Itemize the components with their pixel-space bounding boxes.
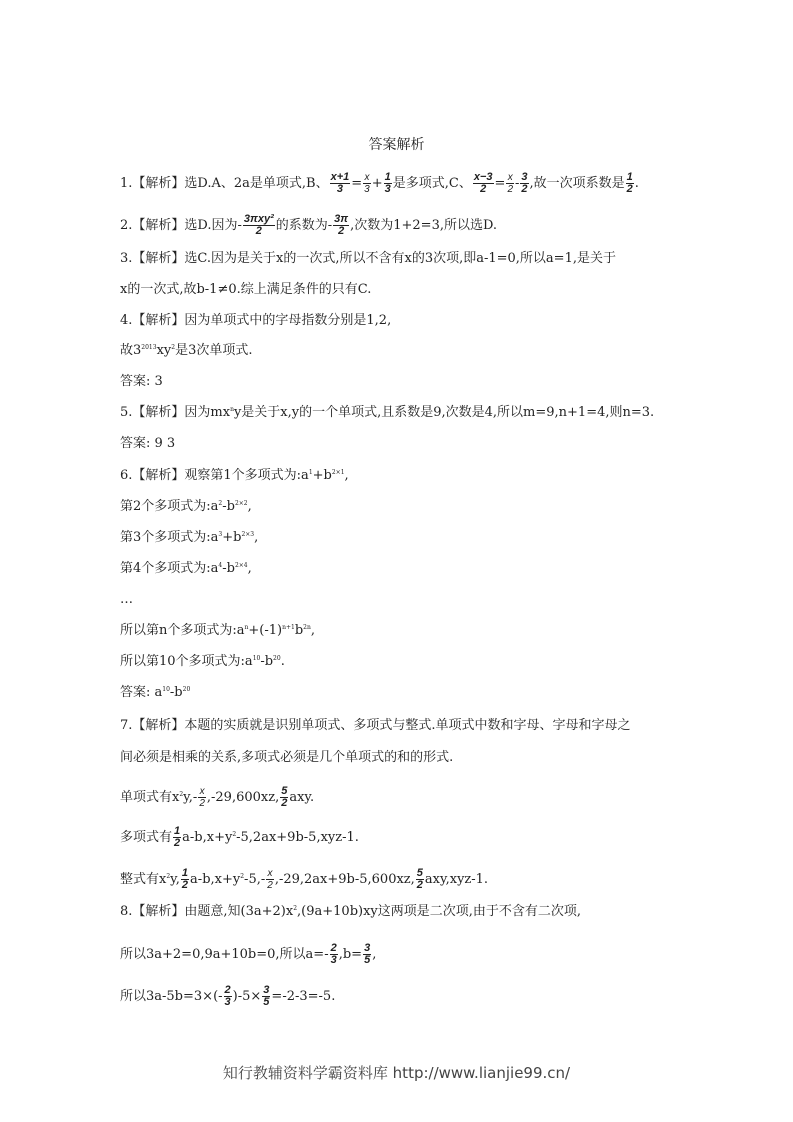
fraction: $\frac{1}{2}$ bbox=[181, 867, 189, 891]
q7-integral-expressions: 整式有$x^2y$, $\frac{1}{2}$ $a-b,x+y^2-5,-$ $\frac{x}{2}$ ,-29,2ax+9b-5,600xz, $\frac{5}{2}$ axy,xyz-1. bbox=[120, 867, 489, 891]
q8-line-3: 所以3a-5b=3×(- $\frac{2}{3}$ )-5× $\frac{3}{5}$ =-2-3=-5. bbox=[120, 984, 336, 1008]
q7-polynomials: 多项式有 $\frac{1}{2}$ $a-b,x+y^2-5,2ax+9b-5,xyz-1$. bbox=[120, 825, 359, 849]
fraction: $\frac{3}{5}$ bbox=[263, 984, 270, 1008]
q5-line: 5.【解析】因为$mx^ny$是关于x,y的一个单项式,且系数是9,次数是4,所以m=9,n+1=4,则n=3. bbox=[120, 405, 655, 420]
fraction: $\frac{1}{3}$ bbox=[384, 171, 391, 195]
q6-line-3: 第3个多项式为$:a^3+b^{2\times 3}$, bbox=[120, 530, 259, 545]
q5-answer: 答案: 9 3 bbox=[120, 436, 176, 451]
q3-line-1: 3.【解析】选C.因为是关于x的一次式,所以不含有x的3次项,即a-1=0,所以a=1,是关于 bbox=[120, 251, 616, 266]
fraction: $\frac{2}{3}$ bbox=[224, 984, 231, 1008]
fraction: $\frac{x}{3}$ bbox=[364, 172, 370, 195]
fraction: $\frac{1}{2}$ bbox=[174, 825, 181, 849]
q6-answer: 答案: $a^{10}-b^{20}$ bbox=[120, 685, 191, 700]
fraction: $\frac{x}{2}$ bbox=[267, 868, 273, 891]
q6-ellipsis: … bbox=[120, 592, 133, 607]
fraction: $\frac{3}{5}$ bbox=[364, 942, 371, 966]
q7-line-1: 7.【解析】本题的实质就是识别单项式、多项式与整式.单项式中数和字母、字母和字母之 bbox=[120, 718, 631, 733]
fraction: $\frac{x+1}{3}$ bbox=[330, 171, 350, 195]
q7-line-2: 间必须是相乘的关系,多项式必须是几个单项式的和的形式. bbox=[120, 750, 454, 765]
q4-line-1: 4.【解析】因为单项式中的字母指数分别是1,2, bbox=[120, 313, 392, 328]
fraction: $\frac{\text{3πxy²}}{2}$ bbox=[243, 213, 274, 237]
q8-line-1: 8.【解析】由题意,知$(3a+2)x^2,(9a+10b)xy$这两项是二次项,由于不含有二次项, bbox=[120, 904, 582, 919]
fraction: $\frac{5}{2}$ bbox=[281, 785, 288, 809]
fraction: $\frac{3}{2}$ bbox=[521, 171, 528, 195]
q3-line-2: x的一次式,故b-1≠0.综上满足条件的只有C. bbox=[120, 282, 372, 297]
q6-line-5: 所以第n个多项式为$:a^n+(-1)^{n+1}b^{2n}$, bbox=[120, 623, 315, 638]
q6-line-4: 第4个多项式为$:a^4-b^{2\times 4}$, bbox=[120, 561, 252, 576]
fraction: $\frac{x}{2}$ bbox=[507, 172, 513, 195]
q4-answer: 答案: 3 bbox=[120, 374, 163, 389]
q6-line-6: 所以第10个多项式为$:a^{10}-b^{20}$. bbox=[120, 654, 285, 669]
fraction: $\frac{5}{2}$ bbox=[416, 867, 423, 891]
q6-line-2: 第2个多项式为$:a^2-b^{2\times 2}$, bbox=[120, 499, 252, 514]
q6-line-1: 6.【解析】观察第1个多项式为$:a^1+b^{2\times 1}$, bbox=[120, 468, 349, 483]
fraction: $\frac{3\pi}{2}$ bbox=[334, 213, 349, 237]
q4-line-2: 故$3^{2013}xy^2$是3次单项式. bbox=[120, 343, 253, 358]
page-title: 答案解析 bbox=[368, 137, 425, 153]
q7-monomials: 单项式有$x^2y,-$ $\frac{x}{2}$ ,-29,600xz, $\frac{5}{2}$ axy. bbox=[120, 785, 315, 809]
fraction: $\frac{2}{3}$ bbox=[330, 942, 337, 966]
q2-line: 2.【解析】选D.因为- $\frac{\text{3πxy²}}{2}$ 的系数为- $\frac{3\pi}{2}$ ,次数为1+2=3,所以选D. bbox=[120, 213, 498, 237]
footer-watermark: 知行教辅资料学霸资料库 http://www.lianjie99.cn/ bbox=[222, 1064, 571, 1082]
q1-line: 1.【解析】选D.A、2a是单项式,B、 $\frac{x+1}{3}$ = $\frac{x}{3}$ + $\frac{1}{3}$ 是多项式,C、 $\frac{x-3}{2}$ = $\frac{x}{2}$ - $\frac{3}{2}$ ,故一次项系数是 $\frac{1}{2}$ . bbox=[120, 171, 639, 195]
fraction: $\frac{x}{2}$ bbox=[199, 786, 205, 809]
q8-line-2: 所以3a+2=0,9a+10b=0,所以a=- $\frac{2}{3}$ ,b= $\frac{3}{5}$ , bbox=[120, 942, 377, 966]
fraction: $\frac{x-3}{2}$ bbox=[473, 171, 493, 195]
fraction: $\frac{1}{2}$ bbox=[626, 171, 633, 195]
